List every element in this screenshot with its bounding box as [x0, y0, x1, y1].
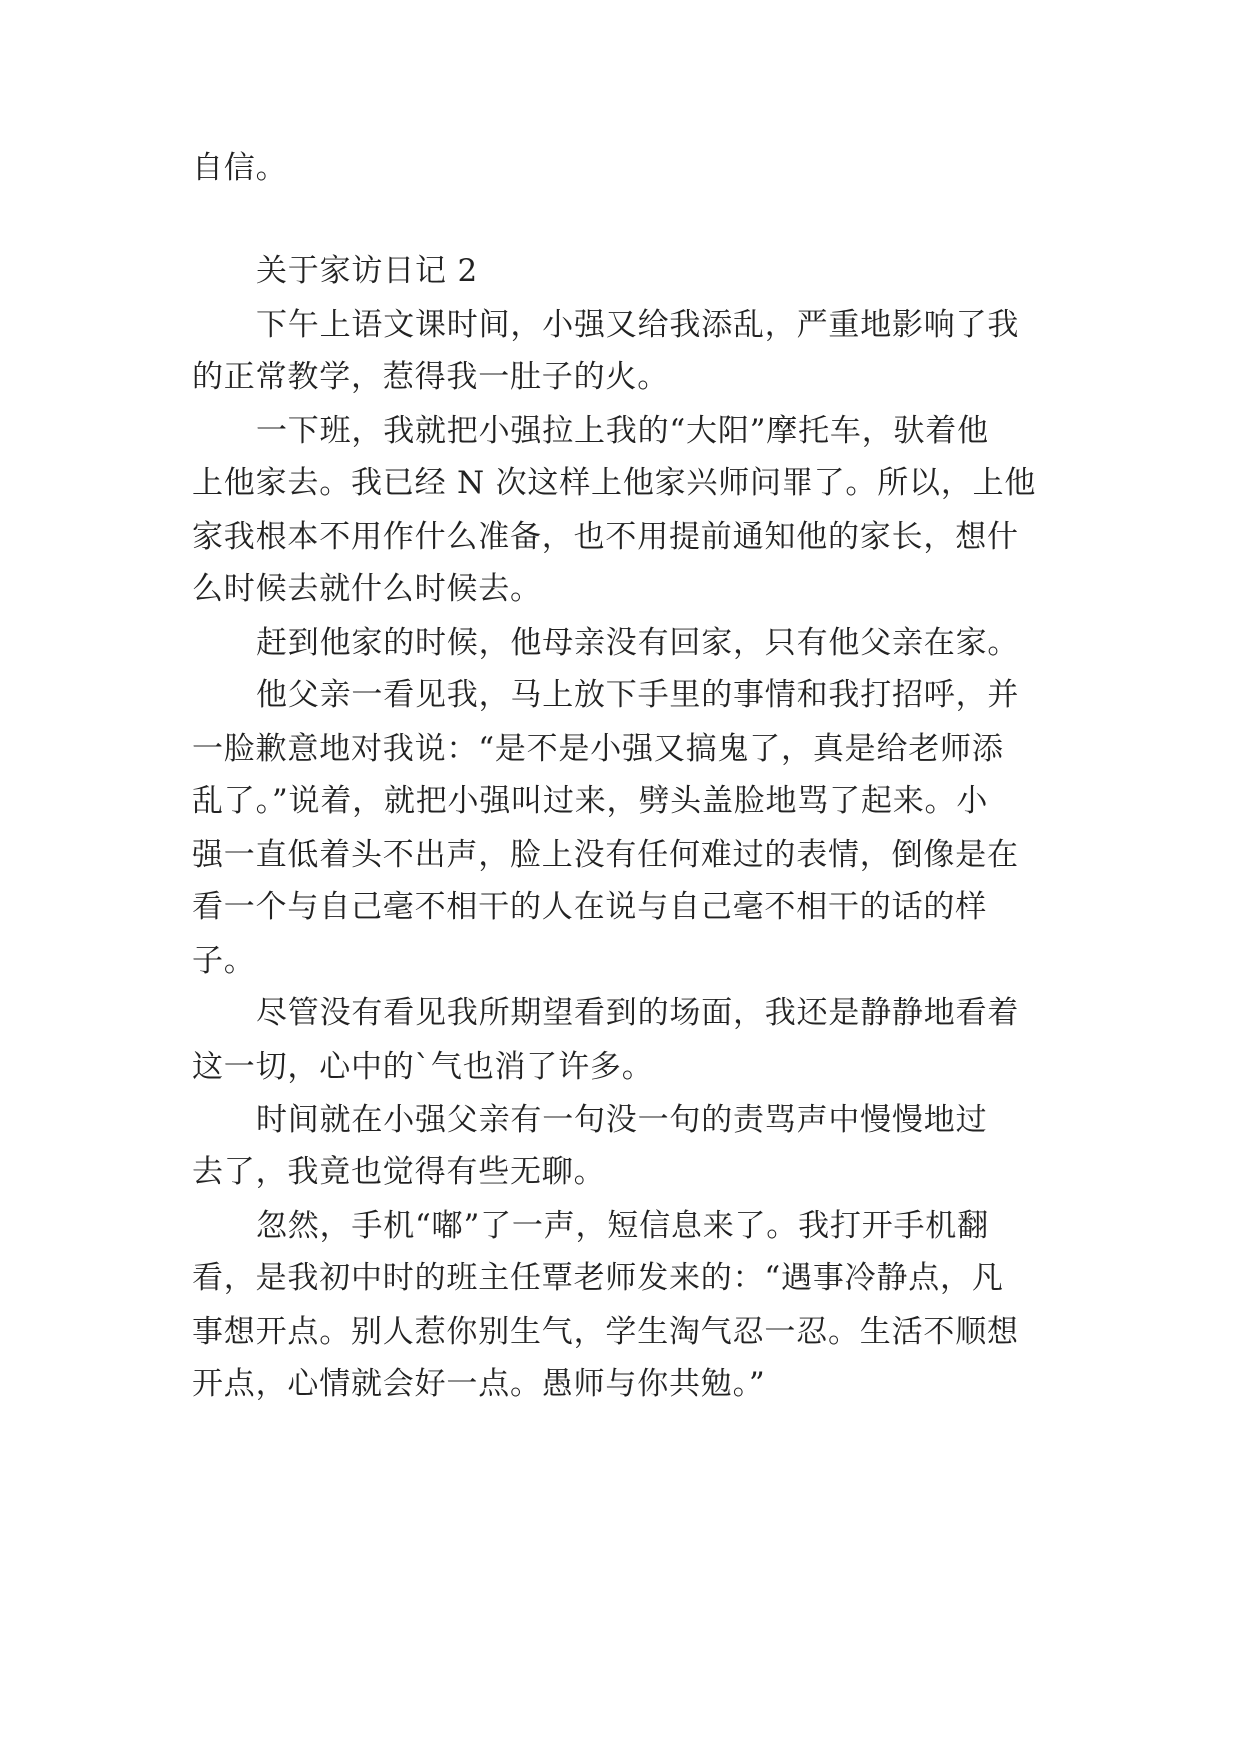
text-line: 么时候去就什么时候去。 [192, 571, 542, 607]
text-line: 尽管没有看见我所期望看到的场面，我还是静静地看着 [256, 995, 1020, 1031]
text-line: 一脸歉意地对我说：“是不是小强又搞鬼了，真是给老师添 [192, 731, 1004, 767]
text-line: 下午上语文课时间，小强又给我添乱，严重地影响了我 [256, 307, 1020, 343]
text-line: 他父亲一看见我，马上放下手里的事情和我打招呼，并 [256, 677, 1020, 713]
text-line: 去了，我竟也觉得有些无聊。 [192, 1154, 606, 1190]
text-line: 事想开点。别人惹你别生气，学生淘气忍一忍。生活不顺想 [192, 1314, 1019, 1350]
text-line: 这一切，心中的`气也消了许多。 [192, 1049, 654, 1085]
text-line: 忽然，手机“嘟”了一声，短信息来了。我打开手机翻 [256, 1208, 989, 1244]
text-line: 家我根本不用作什么准备，也不用提前通知他的家长，想什 [192, 519, 1019, 555]
text-line: 子。 [192, 943, 256, 979]
text-line: 时间就在小强父亲有一句没一句的责骂声中慢慢地过 [256, 1102, 988, 1138]
text-line: 看一个与自己毫不相干的人在说与自己毫不相干的话的样 [192, 889, 987, 925]
text-line: 的正常教学，惹得我一肚子的火。 [192, 359, 669, 395]
text-line: 强一直低着头不出声，脸上没有任何难过的表情，倒像是在 [192, 837, 1019, 873]
text-line: 一下班，我就把小强拉上我的“大阳”摩托车，驮着他 [256, 413, 989, 449]
text-line: 自信。 [192, 150, 288, 186]
section-heading: 关于家访日记 2 [256, 253, 478, 289]
text-line: 赶到他家的时候，他母亲没有回家，只有他父亲在家。 [256, 625, 1020, 661]
text-line: 上他家去。我已经 N 次这样上他家兴师问罪了。所以，上他 [192, 465, 1037, 501]
text-line: 开点，心情就会好一点。愚师与你共勉。” [192, 1366, 766, 1402]
text-line: 看，是我初中时的班主任覃老师发来的：“遇事冷静点，凡 [192, 1260, 1004, 1296]
text-line: 乱了。”说着，就把小强叫过来，劈头盖脸地骂了起来。小 [192, 783, 989, 819]
